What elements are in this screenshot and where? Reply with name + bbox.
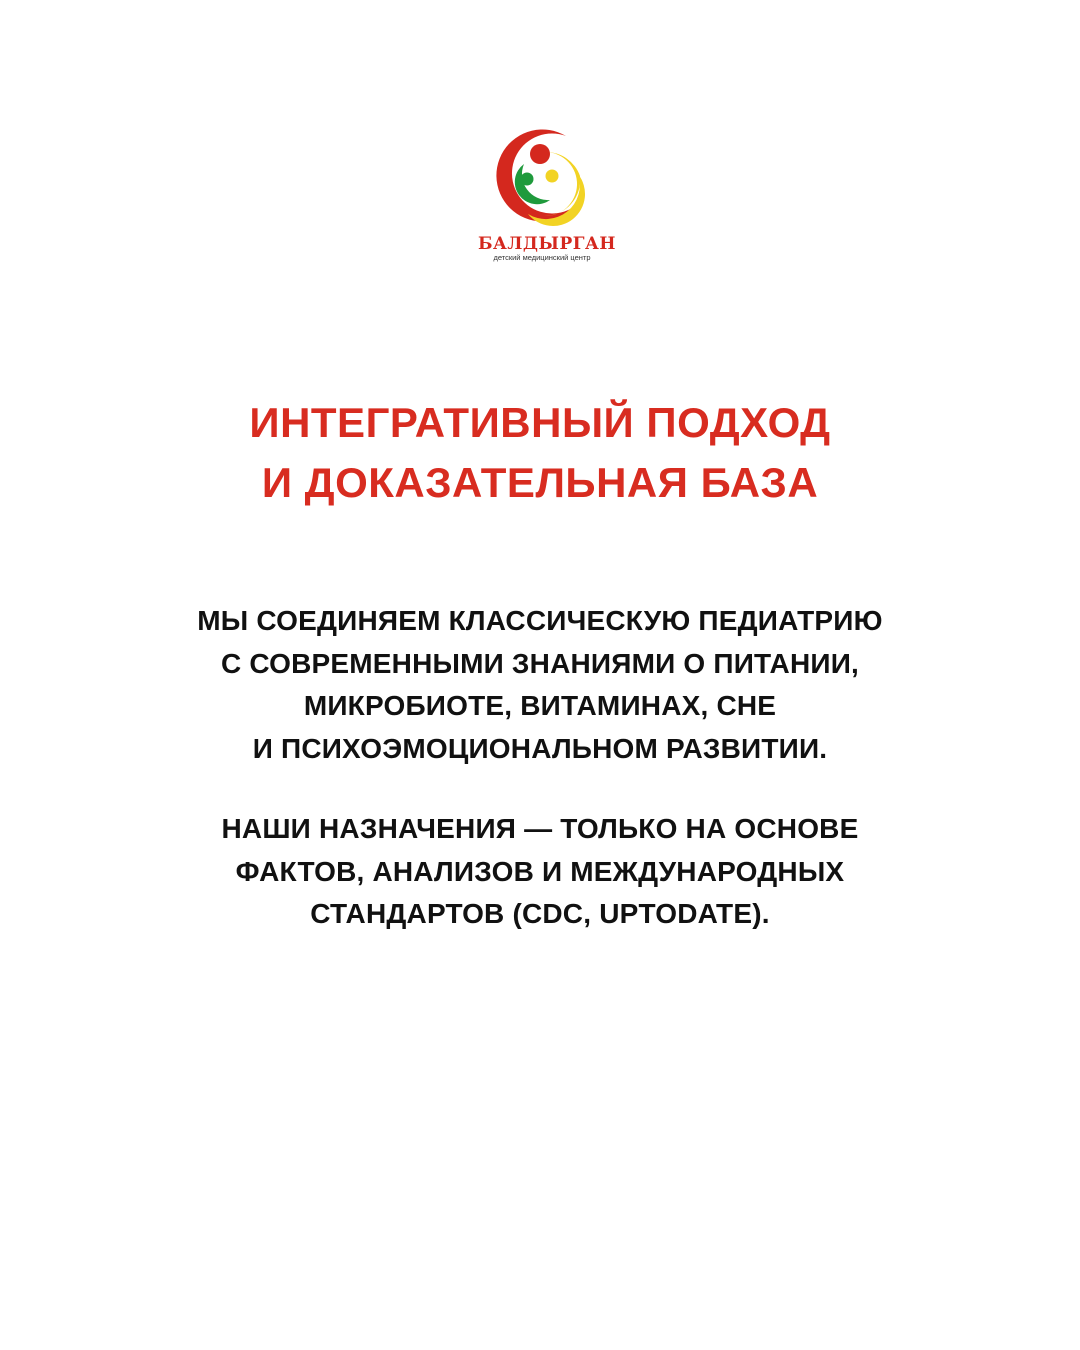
paragraph-evidence <box>0 808 1080 936</box>
paragraph-line: И ПСИХОЭМОЦИОНАЛЬНОМ РАЗВИТИИ. <box>252 732 828 764</box>
page-title <box>0 393 1080 513</box>
paragraph-approach <box>0 600 1080 770</box>
paragraph-line: ФАКТОВ, АНАЛИЗОВ И МЕЖДУНАРОДНЫХ <box>235 855 845 887</box>
brand-logo <box>470 124 610 228</box>
paragraph-line: МЫ СОЕДИНЯЕМ КЛАССИЧЕСКУЮ ПЕДИАТРИЮ <box>197 605 883 636</box>
title-line: ИНТЕГРАТИВНЫЙ ПОДХОД <box>249 399 831 446</box>
smiling-circle-logo-icon <box>488 124 592 228</box>
paragraph-line: С СОВРЕМЕННЫМИ ЗНАНИЯМИ О ПИТАНИИ, <box>220 647 860 679</box>
paragraph-line: МИКРОБИОТЕ, ВИТАМИНАХ, СНЕ <box>303 690 777 721</box>
brand-name: БАЛДЫРГАН <box>478 234 616 254</box>
brand-subtitle: детский медицинский центр <box>493 253 591 262</box>
title-line: И ДОКАЗАТЕЛЬНАЯ БАЗА <box>261 459 819 506</box>
paragraph-line: НАШИ НАЗНАЧЕНИЯ — ТОЛЬКО НА ОСНОВЕ <box>221 813 859 844</box>
paragraph-line: СТАНДАРТОВ (CDC, UPTODATE). <box>310 898 770 929</box>
